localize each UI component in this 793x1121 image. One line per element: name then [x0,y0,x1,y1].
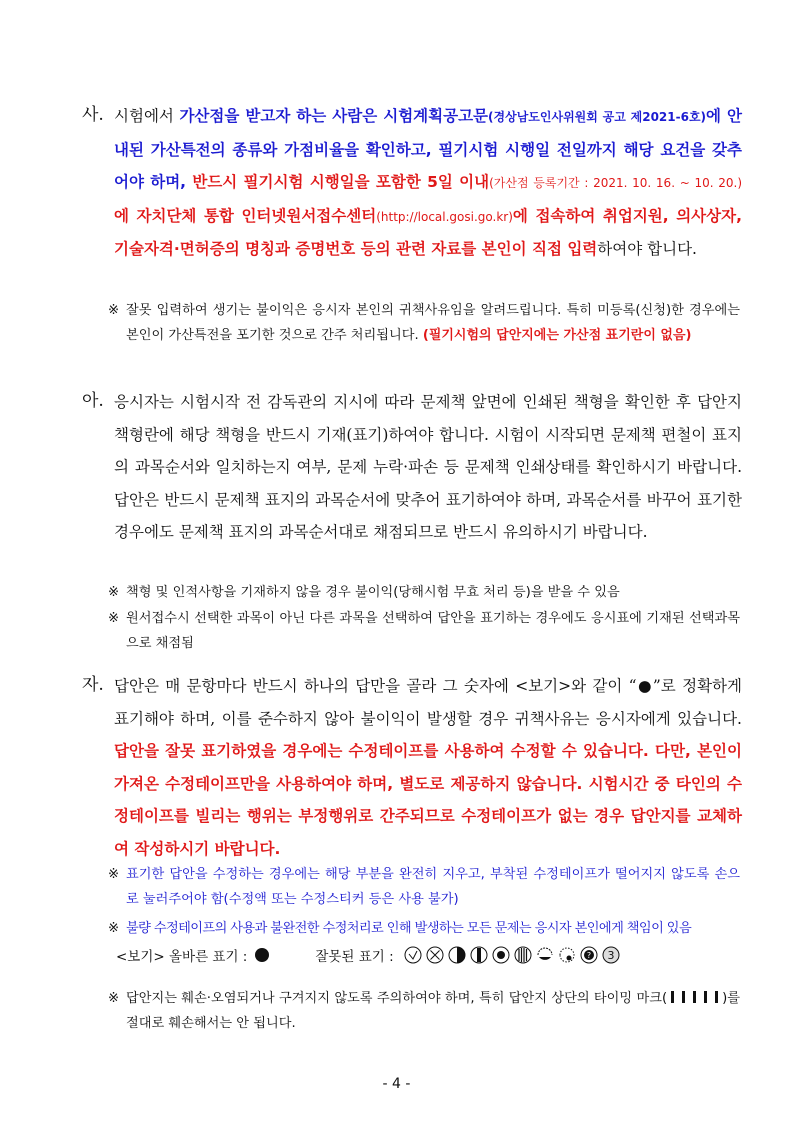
wrong-mark-symbols [404,946,624,964]
section-sa-body [114,100,742,266]
partial-circle-icon [536,946,554,964]
note-mark: ※ [108,921,120,936]
note-sa-highlight: (필기시험의 답안지에는 가산점 표기란이 없음) [422,328,692,343]
note-ja2 [108,916,740,941]
section-a-marker: 아. [82,391,104,411]
note-ja3-text-1: 답안지는 훼손·오염되거나 구겨지지 않도록 주의하여야 하며, 특히 답안지 상단의 타이밍 마크( [126,991,668,1006]
sa-text-3: (경상남도인사위원회 공고 제2021-6호) [488,110,707,124]
dot-circle-icon [492,946,510,964]
note-ja3 [108,986,740,1036]
small-dot-circle-icon [558,946,576,964]
note-mark: ※ [108,991,120,1006]
sa-text-1: 시험에서 [114,107,180,125]
sa-text-10: 하여야 합니다. [597,240,697,258]
sa-text-6: (가산점 등록기간 : 2021. 10. 16. ~ 10. 20.) [489,176,743,190]
timing-mark-icon [667,991,722,1006]
striped-circle-icon [514,946,532,964]
note-a1 [108,580,740,605]
page-number: - 4 - [382,1076,411,1092]
question-circle-icon [580,946,598,964]
note-a2-text: 원서접수시 선택한 과목이 아닌 다른 과목을 선택하여 답안을 표기하는 경우에도 응시표에 기재된 선택과목으로 채점됨 [126,611,740,651]
number-circle-icon [602,946,620,964]
check-circle-icon [404,946,422,964]
section-ja-body [114,670,742,865]
note-ja2-text: 불량 수정테이프의 사용과 불완전한 수정처리로 인해 발생하는 모든 문제는 응시자 본인에게 책임이 있음 [126,921,692,936]
correct-mark-label: <보기> 올바른 표기 : [116,949,248,965]
note-mark: ※ [108,303,120,318]
svg-text:?: ? [586,951,591,960]
note-mark: ※ [108,585,120,600]
x-circle-icon [426,946,444,964]
section-sa-marker: 사. [82,105,104,125]
number-circle-value: 3 [607,949,615,962]
note-sa-text: 잘못 입력하여 생기는 불이익은 응시자 본인의 귀책사유임을 알려드립니다. 특히 미등록(신청)한 경우에는 본인이 가산특전을 포기한 것으로 간주 처리됩니다. [126,303,740,343]
sa-text-7: 에 자치단체 통합 인터넷원서접수센터 [114,206,377,225]
note-ja3-text-2: )를 절대로 훼손해서는 안 됩니다. [126,991,740,1031]
sa-text-8: (http://local.gosi.go.kr) [376,209,513,224]
ja-text-1: 답안은 매 문항마다 반드시 하나의 답만을 골라 그 숫자에 <보기>와 같이 “●”로 정확하게 표기해야 하며, 이를 준수하지 않아 불이익이 발생할 경우 귀책사유는 응시자에게 있습니다. [114,677,742,728]
note-ja1 [108,862,740,912]
marking-examples [116,945,624,965]
note-mark: ※ [108,867,120,882]
note-sa [108,298,740,348]
note-a1-text: 책형 및 인적사항을 기재하지 않을 경우 불이익(당해시험 무효 처리 등)을 받을 수 있음 [126,585,620,600]
sa-text-5: 반드시 필기시험 시행일을 포함한 5일 이내 [192,173,490,191]
filled-circle-icon [253,946,271,964]
sa-text-4: 에 안내된 가산특전의 종류와 가점비율을 확인하고, 필기시험 시행일 전일까지 해당 요건을 갖추어야 하며, [114,107,742,191]
section-ja [82,670,742,865]
sa-text-9: 에 접속하여 취업지원, 의사상자, 기술자격·면허증의 명칭과 증명번호 등의 관련 자료를 본인이 직접 입력 [114,206,742,258]
note-a2 [108,606,740,656]
section-sa [82,100,742,266]
section-a-body: 응시자는 시험시작 전 감독관의 지시에 따라 문제책 앞면에 인쇄된 책형을 확인한 후 답안지 책형란에 해당 책형을 반드시 기재(표기)하여야 합니다. 시험이 시작되면 문제책 편철이 표지의 과목순서와 일치하는지 여부, 문제 누락·파손 등 문제책 인쇄상태를 확인하시기 바랍니다. 답안은 반드시 문제책 표지의 과목순서에 맞추어 표기하여야 하며, 과목순서를 바꾸어 표기한 경우에도 문제책 표지의 과목순서대로 채점되므로 반드시 유의하시기 바랍니다. [114,393,742,541]
wrong-mark-label: 잘못된 표기 : [315,949,394,965]
line-circle-icon [470,946,488,964]
ja-text-2: 답안을 잘못 표기하였을 경우에는 수정테이프를 사용하여 수정할 수 있습니다. 다만, 본인이 가져온 수정테이프만을 사용하여야 하며, 별도로 제공하지 않습니다. 시험시간 중 타인의 수정테이프를 빌리는 행위는 부정행위로 간주되므로 수정테이프가 없는 경우 답안지를 교체하여 작성하시기 바랍니다. [114,742,742,858]
sa-text-2: 가산점을 받고자 하는 사람은 시험계획공고문 [179,107,489,125]
note-mark: ※ [108,611,120,626]
section-ja-marker: 자. [82,675,104,695]
note-ja1-text: 표기한 답안을 수정하는 경우에는 해당 부분을 완전히 지우고, 부착된 수정테이프가 떨어지지 않도록 손으로 눌러주어야 함(수정액 또는 수정스티커 등은 사용 불가) [126,867,740,907]
half-filled-circle-icon [448,946,466,964]
section-a [82,386,742,549]
